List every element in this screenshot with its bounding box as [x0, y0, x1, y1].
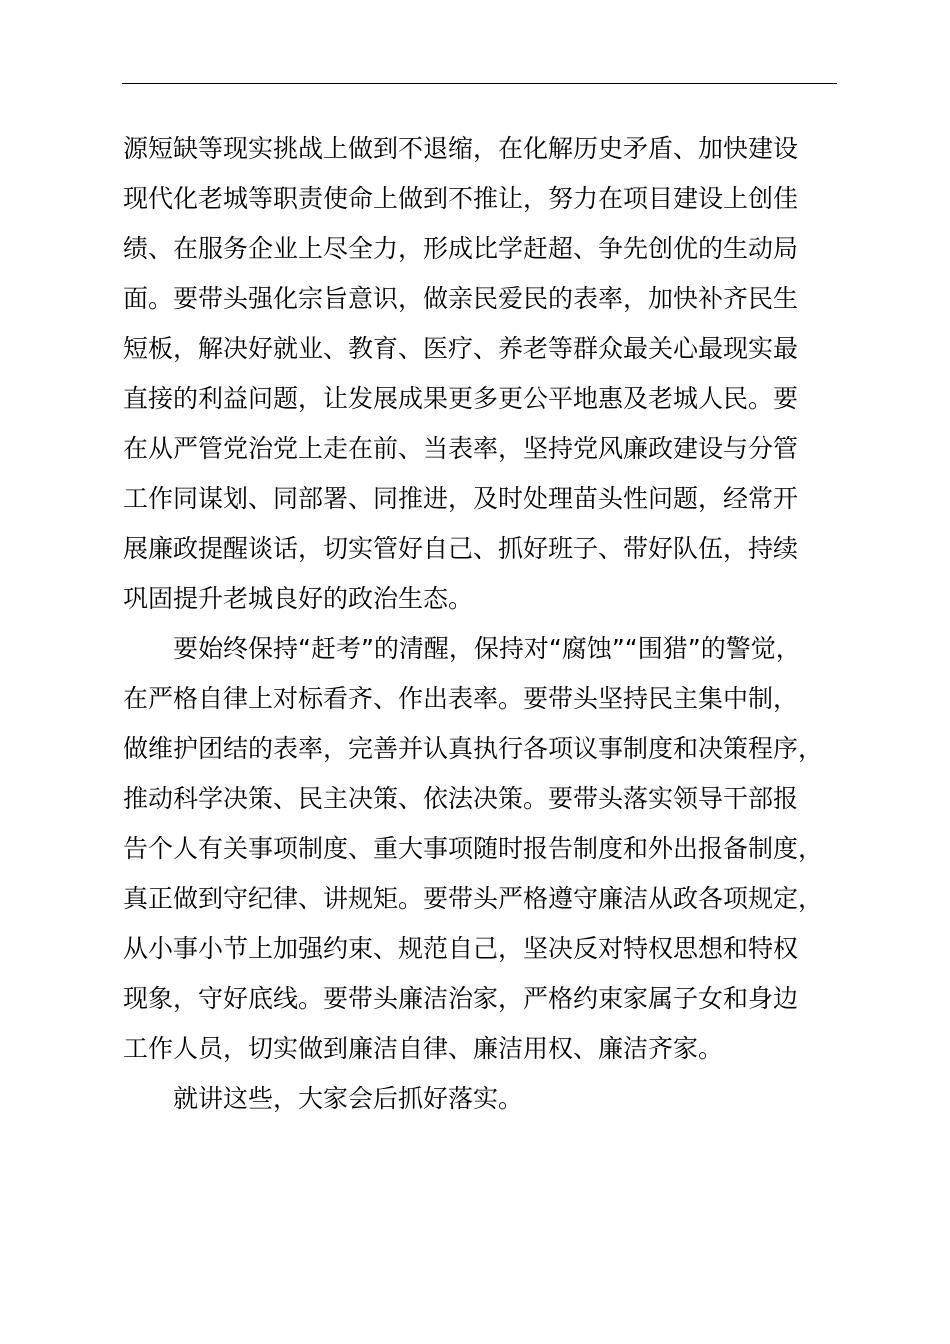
text-line: 绩、在服务企业上尽全力，形成比学赶超、争先创优的生动局	[123, 234, 799, 263]
text-line: 做维护团结的表率，完善并认真执行各项议事制度和决策程序，	[123, 734, 824, 763]
text-line: 面。要带头强化宗旨意识，做亲民爱民的表率，加快补齐民生	[123, 284, 799, 313]
text-line: 巩固提升老城良好的政治生态。	[123, 584, 474, 613]
paragraph-2	[123, 624, 868, 1074]
paragraph-1	[123, 124, 868, 624]
text-line: 工作人员，切实做到廉洁自律、廉洁用权、廉洁齐家。	[123, 1034, 724, 1063]
text-line: 从小事小节上加强约束、规范自己，坚决反对特权思想和特权	[123, 934, 799, 963]
text-line: 真正做到守纪律、讲规矩。要带头严格遵守廉洁从政各项规定，	[123, 884, 824, 913]
paragraph-3	[123, 1074, 868, 1124]
text-line: 就讲这些，大家会后抓好落实。	[173, 1084, 524, 1113]
text-line: 现象，守好底线。要带头廉洁治家，严格约束家属子女和身边	[123, 984, 799, 1013]
document-body	[123, 124, 868, 1124]
text-line: 现代化老城等职责使命上做到不推让，努力在项目建设上创佳	[123, 184, 799, 213]
text-line: 在严格自律上对标看齐、作出表率。要带头坚持民主集中制，	[123, 684, 799, 713]
header-rule	[122, 83, 837, 84]
text-line: 告个人有关事项制度、重大事项随时报告制度和外出报备制度，	[123, 834, 824, 863]
text-line: 要始终保持“赶考”的清醒，保持对“腐蚀”“围猎”的警觉，	[173, 634, 801, 663]
text-line: 工作同谋划、同部署、同推进，及时处理苗头性问题，经常开	[123, 484, 799, 513]
text-line: 直接的利益问题，让发展成果更多更公平地惠及老城人民。要	[123, 384, 799, 413]
text-line: 在从严管党治党上走在前、当表率，坚持党风廉政建设与分管	[123, 434, 799, 463]
text-line: 展廉政提醒谈话，切实管好自己、抓好班子、带好队伍，持续	[123, 534, 799, 563]
text-line: 源短缺等现实挑战上做到不退缩，在化解历史矛盾、加快建设	[123, 134, 799, 163]
text-line: 短板，解决好就业、教育、医疗、养老等群众最关心最现实最	[123, 334, 799, 363]
text-line: 推动科学决策、民主决策、依法决策。要带头落实领导干部报	[123, 784, 799, 813]
